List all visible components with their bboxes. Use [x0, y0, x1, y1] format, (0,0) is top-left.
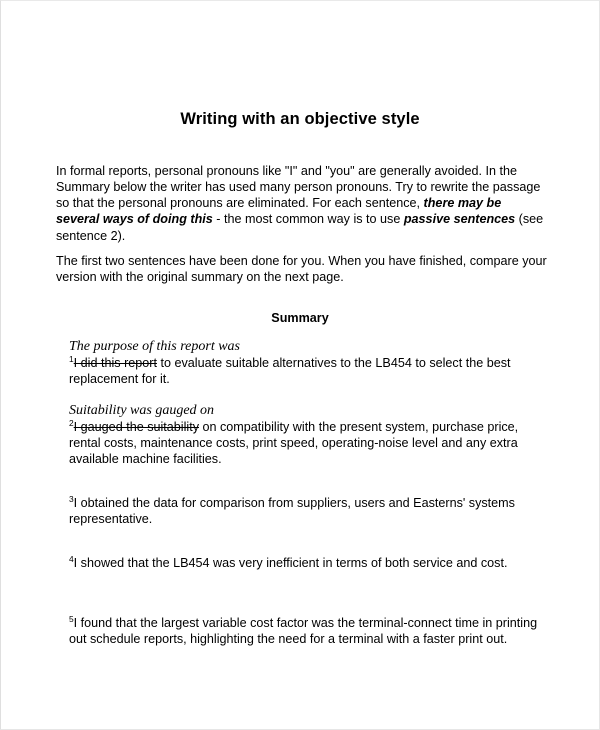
summary-item-5-remaining-text: I found that the largest variable cost factor was the terminal-connect time in printing out schedule reports, highlighting the need for a terminal with a faster print out. — [69, 615, 538, 646]
intro-paragraph — [56, 163, 548, 244]
intro-text-part-3: (see sentence 2). — [56, 212, 544, 243]
instructions-paragraph: The first two sentences have been done for you. When you have finished, compare your version with the original summary on the next page. — [56, 253, 547, 284]
summary-item-3-number: 3 — [69, 493, 74, 504]
summary-item-1 — [69, 339, 547, 388]
summary-item-1-number: 1 — [69, 353, 74, 364]
summary-item-2-remaining-text: on compatibility with the present system, purchase price, rental costs, maintenance costs, print speed, operating-noise level and any extra available machine facilities. — [69, 419, 519, 467]
summary-item-2-number: 2 — [69, 417, 74, 428]
summary-item-2-model-answer: Suitability was gauged on — [69, 402, 215, 418]
summary-item-4-number: 4 — [69, 553, 74, 564]
intro-text-part-2: - the most common way is to use — [212, 212, 404, 227]
page-title: Writing with an objective style — [180, 110, 420, 129]
summary-item-5 — [69, 615, 547, 648]
summary-heading: Summary — [271, 311, 329, 326]
summary-item-5-number: 5 — [69, 613, 74, 624]
intro-emphasis-2: passive sentences — [403, 212, 516, 227]
summary-item-3-remaining-text: I obtained the data for comparison from suppliers, users and Easterns' systems representative. — [69, 495, 515, 526]
summary-item-4-remaining-text: I showed that the LB454 was very inefficient in terms of both service and cost. — [73, 555, 508, 570]
intro-text-part-1: In formal reports, personal pronouns like "I" and "you" are generally avoided. In the Summary below the writer has used many person pronouns. Try to rewrite the passage so that the personal pronouns are eliminated. For each sentence, — [56, 163, 541, 211]
summary-item-2 — [69, 403, 547, 468]
summary-item-1-model-answer: The purpose of this report was — [69, 338, 240, 354]
intro-emphasis-1: there may be several ways of doing this — [56, 196, 502, 227]
summary-item-1-struck-text: I did this report — [73, 355, 157, 370]
summary-item-3 — [69, 495, 547, 528]
summary-item-2-struck-text: I gauged the suitability — [73, 419, 199, 434]
summary-item-1-remaining-text: to evaluate suitable alternatives to the LB454 to select the best replacement for it. — [69, 355, 511, 387]
summary-item-4 — [69, 555, 547, 571]
